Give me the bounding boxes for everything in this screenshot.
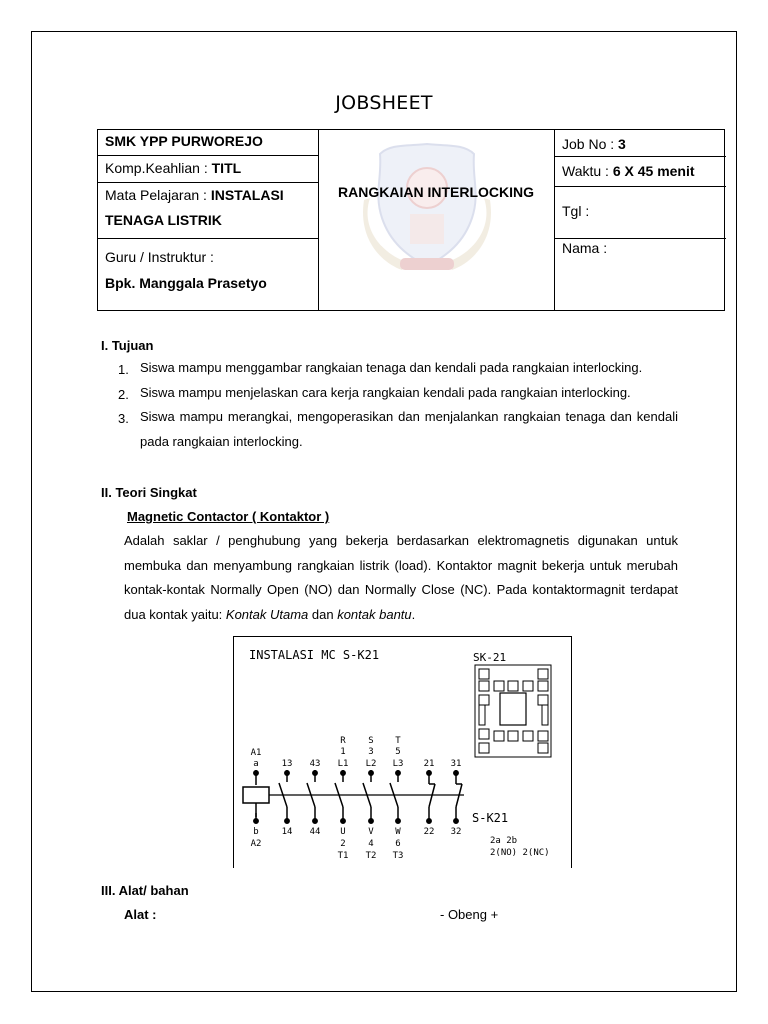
divider (554, 130, 555, 310)
terminal-label: 14 (281, 827, 293, 837)
diagram-title: INSTALASI MC S-K21 (249, 648, 380, 662)
contactor-diagram (233, 636, 572, 868)
terminal-label: 32 (450, 827, 462, 837)
terminal-label: A2 (250, 839, 262, 849)
divider (554, 156, 726, 157)
waktu: Waktu : 6 X 45 menit (562, 163, 695, 179)
bottom-terminals (254, 807, 458, 823)
terminal-t: T3 (392, 851, 404, 861)
terminal-number: 1 (340, 747, 346, 757)
terminal-label: L3 (392, 759, 404, 769)
terminal-label: 22 (423, 827, 435, 837)
terminal-sub: a (253, 759, 259, 769)
list-number: 2. (118, 387, 129, 402)
divider (554, 186, 726, 187)
terminal-label: b (253, 827, 259, 837)
terminal-label: L2 (365, 759, 377, 769)
guru-label: Guru / Instruktur : (105, 249, 214, 265)
terminal-t: T1 (337, 851, 349, 861)
divider (98, 182, 318, 183)
divider (554, 238, 726, 239)
tgl: Tgl : (562, 203, 590, 219)
terminal-number: 4 (368, 839, 374, 849)
terminal-label: W (395, 827, 401, 837)
subheading-kontaktor: Magnetic Contactor ( Kontaktor ) (127, 509, 330, 524)
page-title: JOBSHEET (335, 92, 433, 114)
terminal-label: 31 (450, 759, 462, 769)
terminal-label: L1 (337, 759, 349, 769)
list-item: Siswa mampu merangkai, mengoperasikan dan menjalankan rangkaian tenaga dan kendali pada rangkaian interlocking. (140, 409, 678, 449)
section-alat-heading: III. Alat/ bahan (101, 883, 189, 898)
terminal-label: A1 (250, 748, 262, 758)
guru-name: Bpk. Manggala Prasetyo (105, 275, 267, 291)
header-table (97, 129, 725, 311)
school-name: SMK YPP PURWOREJO (105, 133, 263, 149)
sk21-device-icon (475, 665, 551, 757)
phase-label: T (395, 736, 401, 746)
legend-line-2: 2(NO) 2(NC) (490, 848, 550, 858)
contactor-label: S-K21 (472, 811, 509, 825)
contactor-wiring-svg (234, 637, 571, 869)
phase-label: R (340, 736, 346, 746)
divider (98, 238, 318, 239)
list-number: 1. (118, 362, 129, 377)
terminal-label: 13 (281, 759, 293, 769)
terminal-label: 21 (423, 759, 435, 769)
terminal-label: U (340, 827, 346, 837)
terminal-label: V (368, 827, 374, 837)
device-label: SK-21 (473, 651, 507, 664)
divider (98, 155, 318, 156)
alat-label: Alat : (124, 907, 157, 922)
mata-pelajaran-cont: TENAGA LISTRIK (105, 212, 222, 228)
section-tujuan-heading: I. Tujuan (101, 338, 154, 353)
mata-pelajaran: Mata Pelajaran : INSTALASI (105, 187, 284, 203)
coil-icon (243, 787, 269, 803)
center-cell (318, 130, 554, 310)
terminal-label: 43 (309, 759, 321, 769)
teori-paragraph: Adalah saklar / penghubung yang bekerja berdasarkan elektromagnetis digunakan untuk membuka dan menyambung rangkaian listrik (load). Kontaktor magnit bekerja untuk merubah kontak-kontak Normally Open (NO) dan Normally Close (NC). Pada kontaktormagnit terdapat dua kontak yaitu: Kontak Utama dan kontak bantu. (124, 533, 678, 622)
phase-label: S (368, 736, 374, 746)
job-no: Job No : 3 (562, 136, 626, 152)
terminal-number: 5 (395, 747, 401, 757)
terminal-number: 6 (395, 839, 401, 849)
list-number: 3. (118, 411, 129, 426)
school-emblem-icon (352, 138, 502, 278)
alat-item: - Obeng + (440, 907, 499, 922)
list-item: Siswa mampu menjelaskan cara kerja rangkaian kendali pada rangkaian interlocking. (140, 385, 631, 400)
top-terminals (254, 770, 462, 785)
terminal-number: 3 (368, 747, 374, 757)
komp-keahlian: Komp.Keahlian : TITL (105, 160, 242, 176)
job-title: RANGKAIAN INTERLOCKING (338, 184, 534, 200)
terminal-number: 2 (340, 839, 346, 849)
nama: Nama : (562, 240, 608, 256)
terminal-t: T2 (365, 851, 377, 861)
terminal-label: 44 (309, 827, 321, 837)
legend-line-1: 2a 2b (490, 836, 518, 846)
section-teori-heading: II. Teori Singkat (101, 485, 197, 500)
list-item: Siswa mampu menggambar rangkaian tenaga dan kendali pada rangkaian interlocking. (140, 360, 643, 375)
